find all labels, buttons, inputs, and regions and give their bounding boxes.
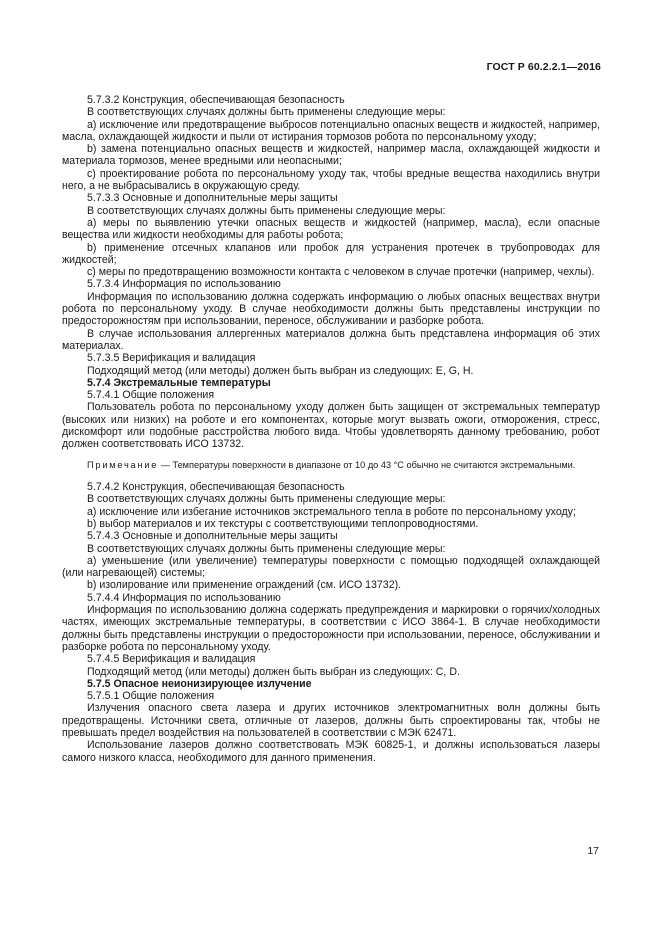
page-number: 17 — [587, 845, 599, 857]
paragraph: Информация по использованию должна содержать информацию о любых опасных веществах внутри робота по персональному уходу. В случае необходимости должны быть представлены инструкции по предосторожностям при использовании, переносе, обслуживании и разборке робота. — [62, 290, 600, 328]
section-heading-5-7-4-1: 5.7.4.1 Общие положения — [87, 389, 215, 402]
section-heading-5-7-4-2: 5.7.4.2 Конструкция, обеспечивающая безопасность — [87, 481, 345, 494]
section-heading-5-7-3-3: 5.7.3.3 Основные и дополнительные меры защиты — [87, 192, 338, 205]
list-item: b) применение отсечных клапанов или пробок для устранения протечек в трубопроводах для жидкостей; — [62, 241, 600, 266]
paragraph: В соответствующих случаях должны быть применены следующие меры: — [87, 493, 446, 506]
section-heading-5-7-3-5: 5.7.3.5 Верификация и валидация — [87, 352, 256, 365]
list-item: а) исключение или избегание источников экстремального тепла в роботе по персональному уходу; — [87, 505, 576, 518]
note-label: Примечание — [87, 459, 159, 470]
section-heading-5-7-3-4: 5.7.3.4 Информация по использованию — [87, 278, 281, 291]
list-item: а) уменьшение (или увеличение) температуры поверхности с помощью подходящей охлаждающей (или нагревающей) системы; — [62, 554, 600, 580]
section-heading-5-7-4-5: 5.7.4.5 Верификация и валидация — [87, 653, 256, 666]
paragraph: Пользователь робота по персональному уходу должен быть защищен от экстремальных температур (высоких или низких) на роботе и его компонентах, которые могут вызвать ожоги, отморожения, стресс, дискомфорт или подобные расстройства любого вида. Чтобы удовлетворять данному требованию, робот должен соответствовать ИСО 13732. — [62, 401, 600, 451]
paragraph: В соответствующих случаях должны быть применены следующие меры: — [87, 106, 446, 119]
note-text: — Температуры поверхности в диапазоне от 10 до 43 °С обычно не считаются экстремальными. — [158, 459, 576, 470]
paragraph: Информация по использованию должна содержать предупреждения и маркировки о горячих/холодных частях, имеющих экстремальные температуры, в соответствии с ИСО 3864-1. В случае необходимости должны быть представлены инструкции о предосторожности при использовании, переносе, обслуживании и разборке робота по персональному уходу. — [62, 604, 600, 653]
section-heading-5-7-4-3: 5.7.4.3 Основные и дополнительные меры защиты — [87, 530, 338, 543]
paragraph: В случае использования аллергенных материалов должна быть представлена информация об этих материалах. — [62, 327, 600, 352]
list-item: а) исключение или предотвращение выбросов потенциально опасных веществ и жидкостей, например, масла, охлаждающей жидкости и пыли от истирания тормозов робота по персональному уходу; — [62, 118, 600, 143]
paragraph: Использование лазеров должно соответствовать МЭК 60825-1, и должны использоваться лазеры самого низкого класса, необходимого для данного применения. — [62, 739, 600, 764]
note-block — [62, 460, 600, 472]
paragraph: Подходящий метод (или методы) должен быть выбран из следующих: Е, G, Н. — [87, 364, 474, 377]
paragraph: Подходящий метод (или методы) должен быть выбран из следующих: С, D. — [87, 665, 460, 678]
list-item: а) меры по выявлению утечки опасных веществ и жидкостей (например, масла), если опасные вещества или жидкости необходимы для работы робота; — [62, 216, 600, 242]
page-body — [62, 94, 600, 764]
section-heading-5-7-4: 5.7.4 Экстремальные температуры — [87, 376, 271, 389]
section-heading-5-7-3-2: 5.7.3.2 Конструкция, обеспечивающая безопасность — [87, 94, 345, 106]
list-item: b) замена потенциально опасных веществ и жидкостей, например масла, охлаждающей жидкости и материала тормозов, менее вредными или неопасными; — [62, 143, 600, 168]
section-heading-5-7-4-4: 5.7.4.4 Информация по использованию — [87, 591, 281, 604]
paragraph: Излучения опасного света лазера и других источников электромагнитных волн должны быть предотвращены. Источники света, отличные от лазеров, должны быть спроектированы так, чтобы не превышать предел воздействия на пользователей в соответствии с МЭК 62471. — [62, 702, 600, 740]
list-item: с) меры по предотвращению возможности контакта с человеком в случае протечки (например, чехлы). — [87, 266, 595, 279]
section-heading-5-7-5: 5.7.5 Опасное неионизирующее излучение — [87, 677, 312, 690]
paragraph: В соответствующих случаях должны быть применены следующие меры: — [87, 204, 446, 217]
paragraph: В соответствующих случаях должны быть применены следующие меры: — [87, 542, 446, 555]
section-heading-5-7-5-1: 5.7.5.1 Общие положения — [87, 690, 215, 703]
list-item: b) изолирование или применение ограждений (см. ИСО 13732). — [87, 579, 402, 592]
standard-code-header: ГОСТ Р 60.2.2.1—2016 — [486, 61, 601, 73]
list-item: b) выбор материалов и их текстуры с соответствующими теплопроводностями. — [87, 518, 479, 530]
list-item: с) проектирование робота по персональному уходу так, чтобы вредные вещества находились внутри него, а не выбрасывались в окружающую среду. — [62, 167, 600, 193]
